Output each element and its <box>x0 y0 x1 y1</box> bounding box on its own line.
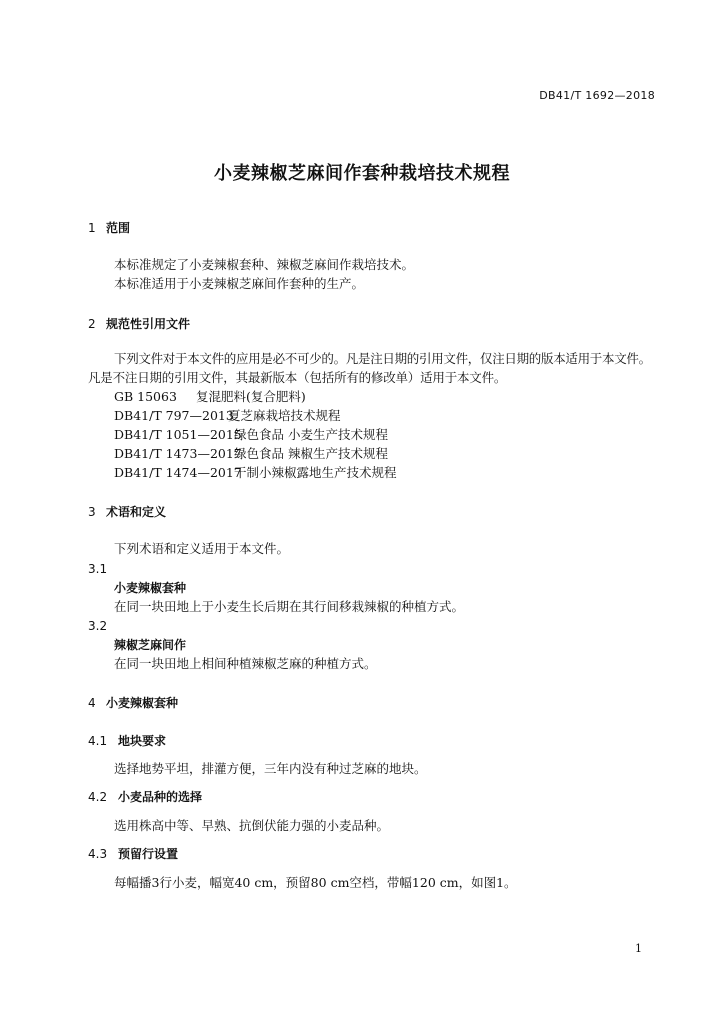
reference-code: GB 15063 <box>114 389 177 404</box>
document-code: DB41/T 1692—2018 <box>539 89 655 102</box>
paragraph: 选择地势平坦，排灌方便，三年内没有种过芝麻的地块。 <box>114 761 427 776</box>
section-number: 4 <box>88 696 96 710</box>
term-number: 3.2 <box>88 619 108 633</box>
reference-code: DB41/T 797—2013 <box>114 408 234 423</box>
term-number: 3.1 <box>88 562 108 576</box>
reference-code: DB41/T 1473—2017 <box>114 446 242 461</box>
section-number: 2 <box>88 317 96 331</box>
section-title: 小麦辣椒套种 <box>106 696 179 710</box>
reference-name: 绿色食品 小麦生产技术规程 <box>234 427 388 442</box>
paragraph: 本标准适用于小麦辣椒芝麻间作套种的生产。 <box>114 276 365 291</box>
section-title: 规范性引用文件 <box>106 317 191 331</box>
section-number: 3 <box>88 505 96 519</box>
term-name: 辣椒芝麻间作 <box>114 638 187 652</box>
document-title: 小麦辣椒芝麻间作套种栽培技术规程 <box>214 163 510 184</box>
section-title: 术语和定义 <box>106 505 167 519</box>
subsection-heading <box>88 846 178 862</box>
reference-name: 绿色食品 辣椒生产技术规程 <box>234 446 388 461</box>
subsection-number: 4.3 <box>88 847 108 861</box>
reference-code: DB41/T 1051—2015 <box>114 427 242 442</box>
subsection-title: 地块要求 <box>118 734 167 748</box>
paragraph: 下列术语和定义适用于本文件。 <box>114 541 290 556</box>
reference-code: DB41/T 1474—2017 <box>114 465 242 480</box>
page-number: 1 <box>635 942 642 955</box>
section-3-heading <box>88 504 166 520</box>
subsection-heading <box>88 789 202 805</box>
subsection-title: 小麦品种的选择 <box>118 790 203 804</box>
paragraph: 每幅播3行小麦，幅宽40 cm，预留80 cm空档，带幅120 cm，如图1。 <box>114 875 517 890</box>
paragraph: 选用株高中等、早熟、抗倒伏能力强的小麦品种。 <box>114 818 390 833</box>
section-title: 范围 <box>106 221 131 235</box>
paragraph: 本标准规定了小麦辣椒套种、辣椒芝麻间作栽培技术。 <box>114 257 415 272</box>
subsection-title: 预留行设置 <box>118 847 179 861</box>
term-name: 小麦辣椒套种 <box>114 581 187 595</box>
reference-name: 夏芝麻栽培技术规程 <box>228 408 341 423</box>
reference-name: 干制小辣椒露地生产技术规程 <box>234 465 397 480</box>
subsection-number: 4.1 <box>88 734 108 748</box>
reference-item <box>114 427 388 443</box>
reference-item <box>114 465 397 481</box>
section-number: 1 <box>88 221 96 235</box>
section-2-heading <box>88 316 190 332</box>
paragraph: 凡是不注日期的引用文件，其最新版本（包括所有的修改单）适用于本文件。 <box>88 370 507 385</box>
section-1-heading <box>88 220 130 236</box>
subsection-heading <box>88 733 166 749</box>
reference-item <box>114 446 388 462</box>
reference-item <box>114 408 341 424</box>
reference-item <box>114 389 306 405</box>
term-definition: 在同一块田地上于小麦生长后期在其行间移栽辣椒的种植方式。 <box>114 599 465 614</box>
term-definition: 在同一块田地上相间种植辣椒芝麻的种植方式。 <box>114 656 377 671</box>
subsection-number: 4.2 <box>88 790 108 804</box>
section-4-heading <box>88 695 178 711</box>
paragraph: 下列文件对于本文件的应用是必不可少的。凡是注日期的引用文件，仅注日期的版本适用于本文件。 <box>114 351 651 366</box>
reference-name: 复混肥料(复合肥料) <box>196 389 306 404</box>
